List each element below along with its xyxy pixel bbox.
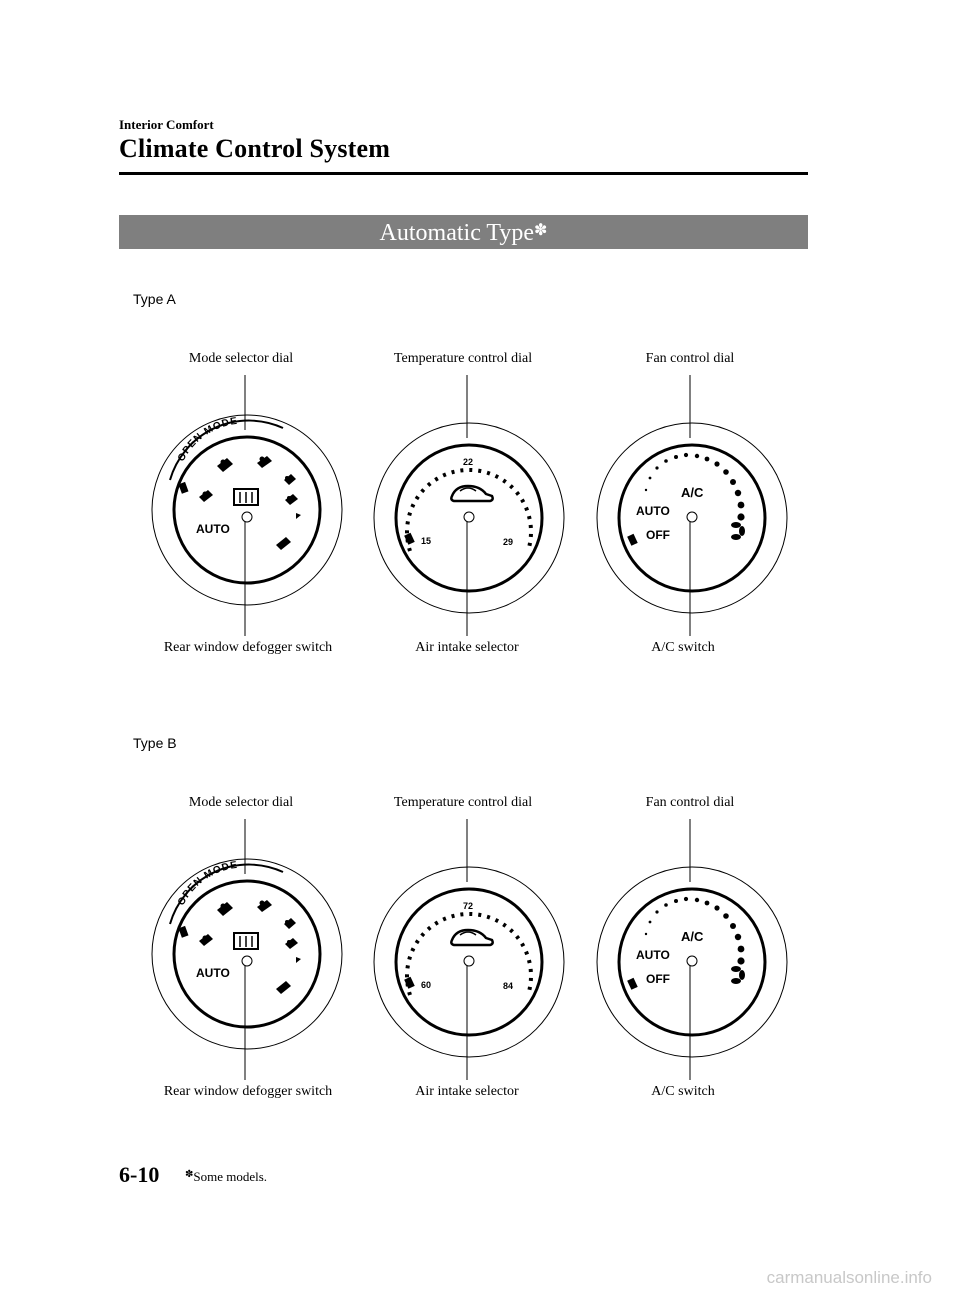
fan-control-dial[interactable]	[597, 867, 787, 1057]
mode-ring-text: OPEN MODE	[175, 859, 239, 908]
mode-selector-dial[interactable]	[152, 859, 342, 1049]
type-b-label: Type B	[133, 735, 177, 751]
banner-text: Automatic Type	[379, 220, 535, 246]
ac-switch-caption: A/C switch	[651, 1084, 715, 1099]
fan-icon	[731, 522, 745, 540]
temp-high-label: 29	[503, 537, 514, 547]
air-intake-caption: Air intake selector	[415, 1084, 519, 1099]
ac-switch-caption: A/C switch	[651, 640, 715, 655]
temp-dial-caption: Temperature control dial	[393, 351, 533, 366]
fan-off-label: OFF	[646, 972, 670, 986]
fan-dial-caption: Fan control dial	[645, 351, 735, 366]
temp-low-label: 15	[421, 536, 432, 546]
fan-auto-label: AUTO	[636, 504, 670, 518]
watermark: carmanualsonline.info	[766, 1268, 932, 1287]
car-recirculation-icon[interactable]	[451, 486, 492, 501]
mode-dial-caption: Mode selector dial	[188, 351, 294, 366]
defogger-caption: Rear window defogger switch	[163, 1084, 333, 1099]
type-a-label: Type A	[133, 291, 176, 307]
mode-auto-label: AUTO	[196, 522, 230, 536]
footnote-text: Some models.	[193, 1169, 268, 1184]
fan-control-dial[interactable]	[597, 423, 787, 613]
temp-low-label: 60	[421, 980, 432, 990]
page-title: Climate Control System	[119, 134, 391, 163]
defogger-icon[interactable]	[234, 489, 258, 522]
banner-mark: ✽	[534, 222, 548, 239]
fan-dial-caption: Fan control dial	[645, 795, 735, 810]
defogger-icon[interactable]	[234, 933, 258, 966]
temperature-control-dial[interactable]	[374, 867, 564, 1057]
page-number: 6-10	[119, 1162, 160, 1187]
mode-ring-text: OPEN MODE	[175, 415, 239, 464]
footnote	[185, 1169, 267, 1185]
leader-lines	[245, 375, 690, 636]
fan-icon	[731, 966, 745, 984]
temp-mid-label: 72	[463, 901, 474, 911]
car-recirculation-icon[interactable]	[451, 930, 492, 945]
temp-dial-caption: Temperature control dial	[393, 795, 533, 810]
type-a-diagram	[152, 375, 787, 636]
temp-mid-label: 22	[463, 457, 474, 467]
section-kicker: Interior Comfort	[119, 117, 214, 132]
footnote-mark: ✽	[185, 1169, 194, 1180]
leader-lines	[245, 819, 690, 1080]
fan-auto-label: AUTO	[636, 948, 670, 962]
temp-high-label: 84	[503, 981, 514, 991]
type-b-diagram	[152, 819, 787, 1080]
mode-dial-caption: Mode selector dial	[188, 795, 294, 810]
ac-label[interactable]: A/C	[681, 485, 704, 500]
fan-off-label: OFF	[646, 528, 670, 542]
mode-selector-dial[interactable]	[152, 415, 342, 605]
mode-auto-label: AUTO	[196, 966, 230, 980]
ac-label[interactable]: A/C	[681, 929, 704, 944]
temperature-control-dial[interactable]	[374, 423, 564, 613]
defogger-caption: Rear window defogger switch	[163, 640, 333, 655]
air-intake-caption: Air intake selector	[415, 640, 519, 655]
